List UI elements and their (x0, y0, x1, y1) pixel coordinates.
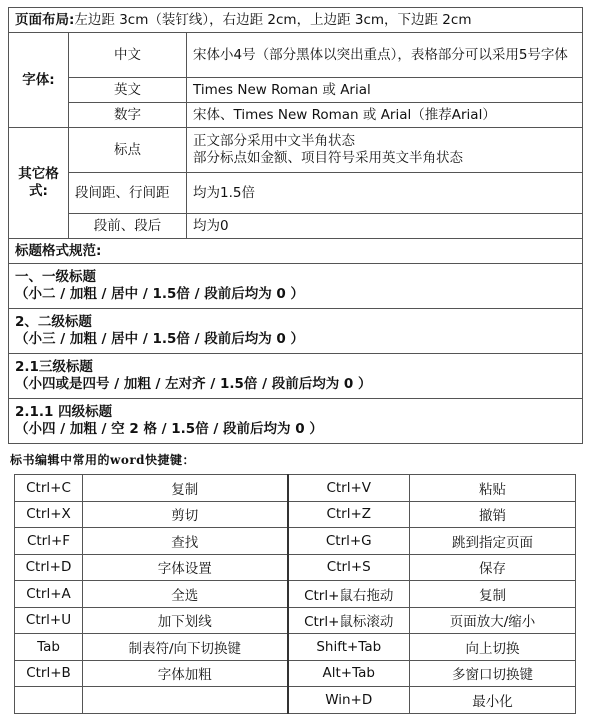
shortcut-action: 查找 (83, 528, 288, 555)
shortcut-key: Ctrl+A (15, 581, 83, 608)
shortcut-key: Win+D (288, 687, 410, 714)
font-value-number: 宋体、Times New Roman 或 Arial（推荐Arial） (187, 103, 583, 128)
shortcut-key: Ctrl+V (288, 475, 410, 502)
shortcut-action: 字体加粗 (83, 660, 288, 687)
heading-level-1-detail: （小二 / 加粗 / 居中 / 1.5倍 / 段前后均为 0 ） (15, 286, 305, 302)
shortcut-action: 最小化 (410, 687, 576, 714)
shortcut-key: Ctrl+B (15, 660, 83, 687)
heading-level-4-detail: （小四 / 加粗 / 空 2 格 / 1.5倍 / 段前后均为 0 ） (15, 421, 323, 437)
other-key-paragraph: 段前、段后 (69, 214, 187, 239)
other-row-spacing (9, 173, 583, 214)
shortcut-action: 复制 (83, 475, 288, 502)
shortcut-action: 制表符/向下切换键 (83, 634, 288, 661)
shortcut-key: Ctrl+U (15, 607, 83, 634)
font-value-chinese: 宋体小4号（部分黑体以突出重点），表格部分可以采用5号字体 (187, 33, 583, 78)
shortcut-action: 全选 (83, 581, 288, 608)
shortcut-row (15, 687, 576, 714)
heading-level-3-detail: （小四或是四号 / 加粗 / 左对齐 / 1.5倍 / 段前后均为 0 ） (15, 376, 372, 392)
shortcut-key: Ctrl+Z (288, 501, 410, 528)
shortcut-key (15, 687, 83, 714)
heading-level-4 (9, 399, 583, 444)
shortcut-action: 复制 (410, 581, 576, 608)
font-section-label: 字体: (9, 33, 69, 128)
shortcut-row (15, 607, 576, 634)
shortcut-row (15, 634, 576, 661)
shortcut-key: Ctrl+X (15, 501, 83, 528)
font-value-english: Times New Roman 或 Arial (187, 78, 583, 103)
shortcut-key: Ctrl+C (15, 475, 83, 502)
heading-level-2-detail: （小三 / 加粗 / 居中 / 1.5倍 / 段前后均为 0 ） (15, 331, 305, 347)
shortcut-action: 跳到指定页面 (410, 528, 576, 555)
shortcut-action (83, 687, 288, 714)
shortcut-key: Ctrl+F (15, 528, 83, 555)
other-row-paragraph (9, 214, 583, 239)
shortcut-row (15, 528, 576, 555)
heading-level-2 (9, 309, 583, 354)
heading-level-3-title: 2.1三级标题 (15, 359, 93, 375)
font-row-number (9, 103, 583, 128)
shortcut-action: 撤销 (410, 501, 576, 528)
shortcut-key: Alt+Tab (288, 660, 410, 687)
font-key-number: 数字 (69, 103, 187, 128)
shortcut-key: Tab (15, 634, 83, 661)
other-section-label: 其它格式: (9, 128, 69, 239)
page-layout-label: 页面布局: (15, 11, 75, 28)
shortcut-action: 字体设置 (83, 554, 288, 581)
font-key-chinese: 中文 (69, 33, 187, 78)
other-key-punctuation: 标点 (69, 128, 187, 173)
shortcut-action: 多窗口切换键 (410, 660, 576, 687)
shortcuts-caption: 标书编辑中常用的word快捷键： (10, 453, 196, 467)
heading-level-1-title: 一、一级标题 (15, 269, 96, 285)
other-value-paragraph: 均为0 (187, 214, 583, 239)
heading-spec-label: 标题格式规范: (9, 239, 583, 264)
shortcut-row (15, 501, 576, 528)
heading-level-2-title: 2、二级标题 (15, 314, 92, 330)
page-layout-text: 左边距 3cm（装钉线），右边距 2cm，上边距 3cm，下边距 2cm (74, 11, 472, 28)
shortcut-key: Ctrl+鼠右拖动 (288, 581, 410, 608)
shortcut-row (15, 554, 576, 581)
shortcut-row (15, 660, 576, 687)
shortcut-action: 保存 (410, 554, 576, 581)
shortcut-action: 粘贴 (410, 475, 576, 502)
shortcut-action: 加下划线 (83, 607, 288, 634)
font-row-english (9, 78, 583, 103)
other-value-punctuation: 正文部分采用中文半角状态 部分标点如金额、项目符号采用英文半角状态 (187, 128, 583, 173)
other-row-punctuation (9, 128, 583, 173)
heading-level-4-title: 2.1.1 四级标题 (15, 404, 113, 420)
font-row-chinese (9, 33, 583, 78)
heading-level-3 (9, 354, 583, 399)
shortcut-key: Ctrl+D (15, 554, 83, 581)
shortcut-key: Shift+Tab (288, 634, 410, 661)
heading-level-1 (9, 264, 583, 309)
font-key-english: 英文 (69, 78, 187, 103)
heading-spec-label-row (9, 239, 583, 264)
shortcut-key: Ctrl+S (288, 554, 410, 581)
shortcut-action: 页面放大/缩小 (410, 607, 576, 634)
other-key-spacing: 段间距、行间距 (69, 173, 187, 214)
format-spec-table (8, 7, 583, 444)
other-value-spacing: 均为1.5倍 (187, 173, 583, 214)
shortcut-action: 剪切 (83, 501, 288, 528)
shortcut-key: Ctrl+鼠标滚动 (288, 607, 410, 634)
shortcut-row (15, 475, 576, 502)
shortcut-action: 向上切换 (410, 634, 576, 661)
shortcut-row (15, 581, 576, 608)
shortcut-key: Ctrl+G (288, 528, 410, 555)
shortcuts-table (14, 474, 576, 714)
page-layout-row (9, 8, 583, 33)
